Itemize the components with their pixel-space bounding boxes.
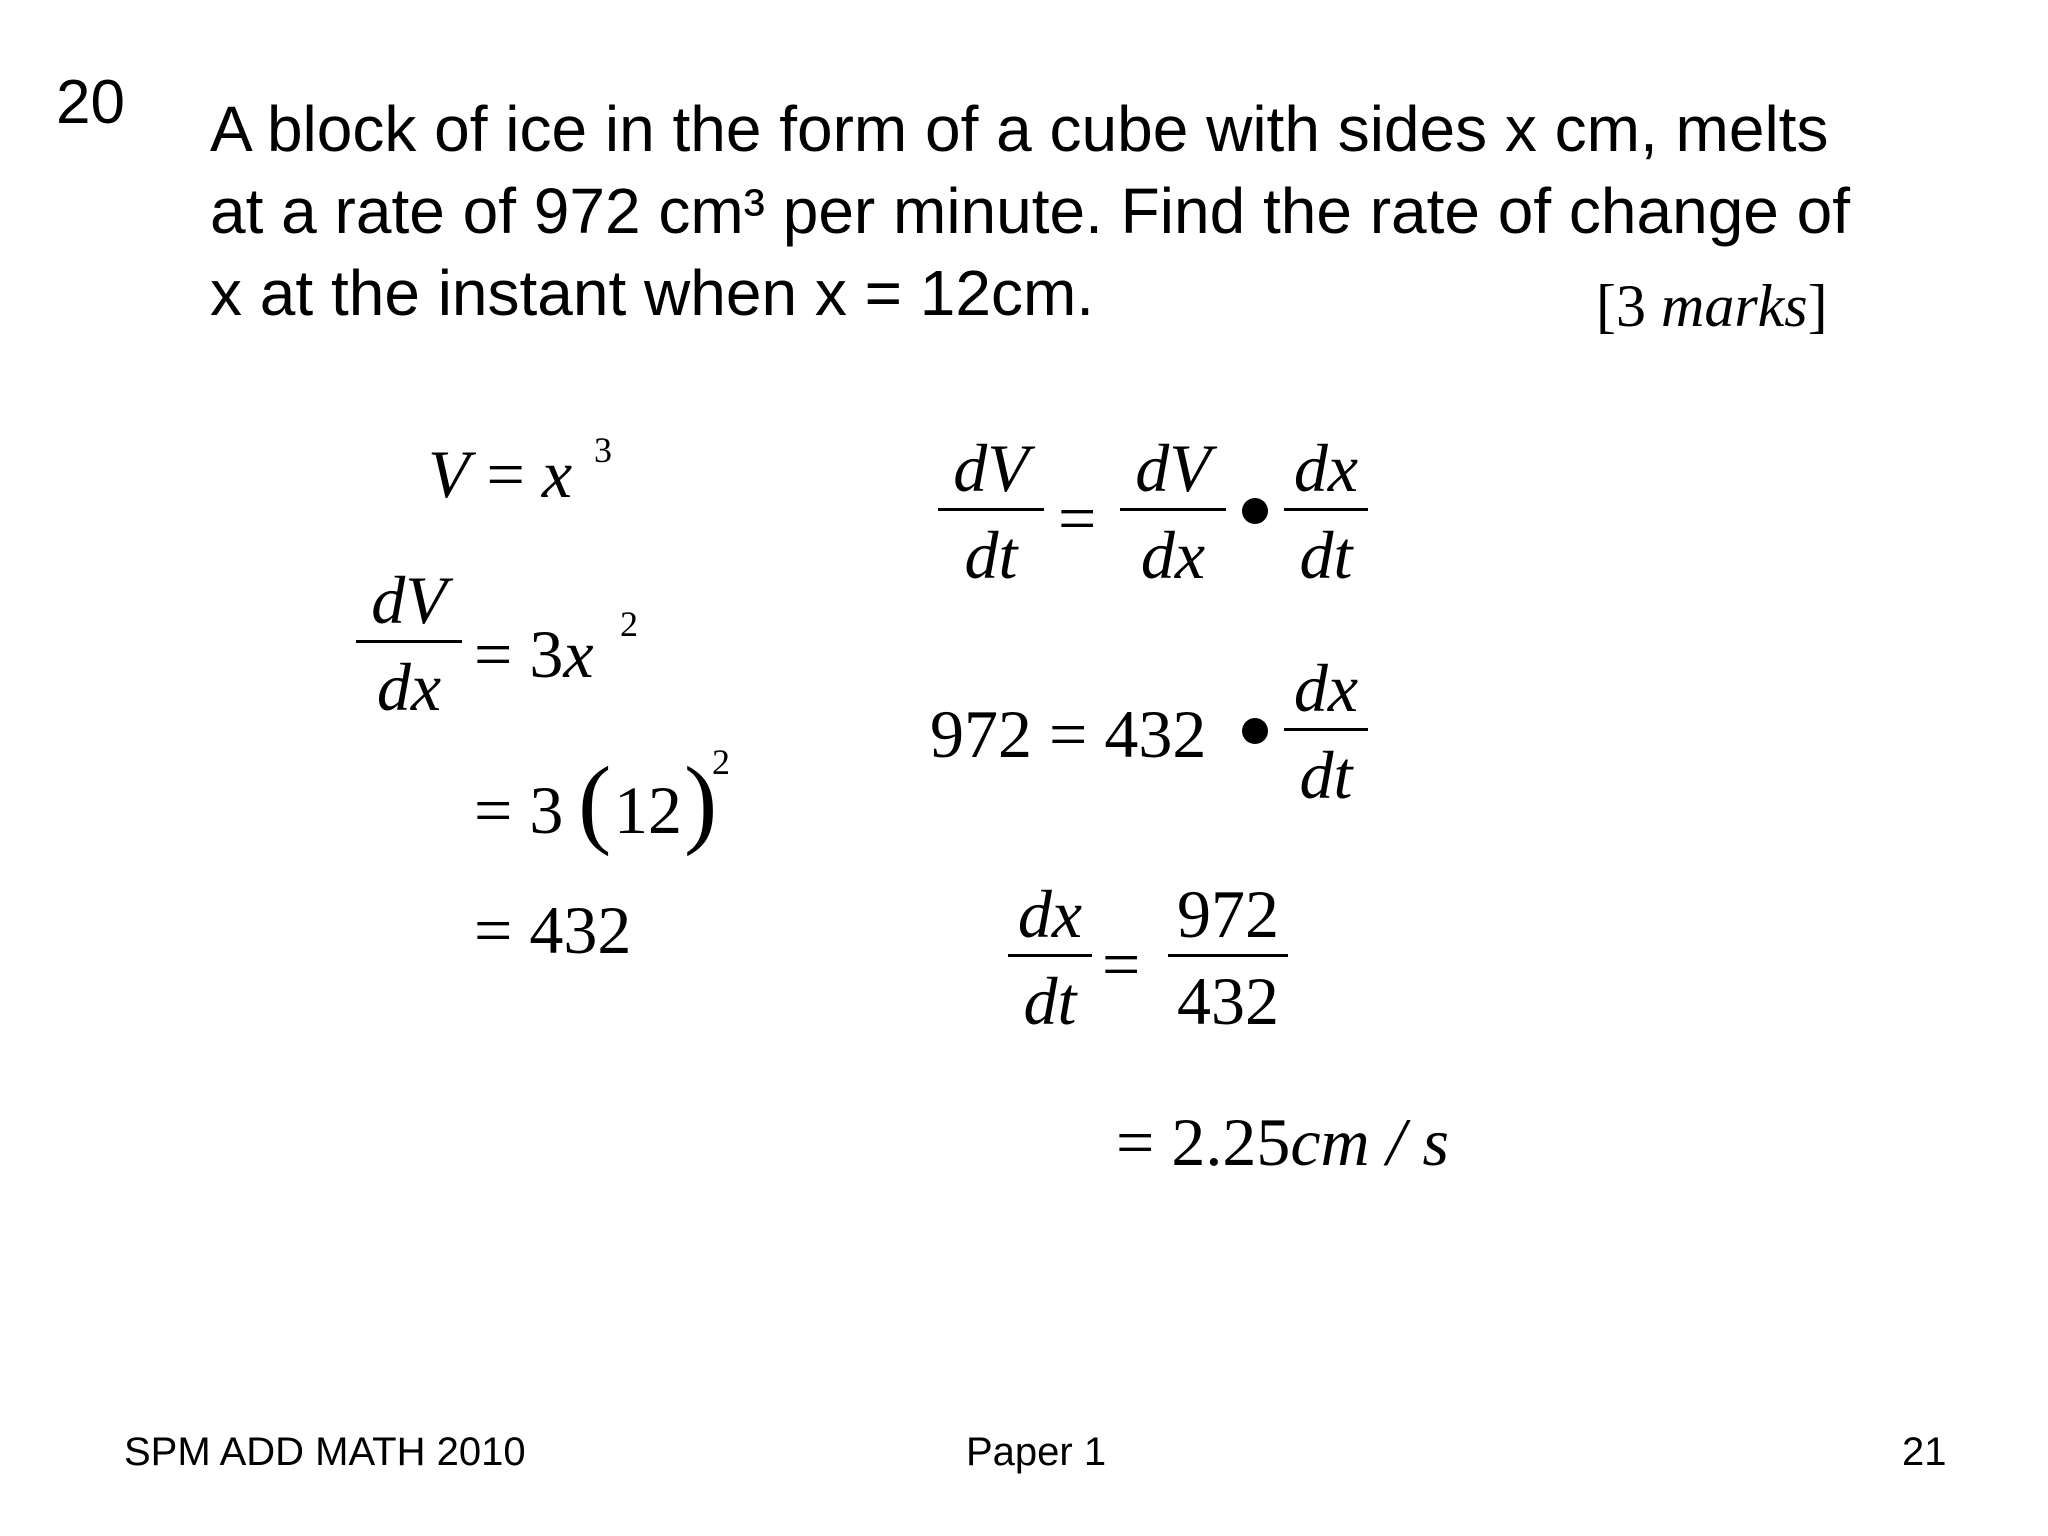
exponent-2: 2 [620,604,638,644]
question-line-3: x at the instant when x = 12cm. [210,257,1095,329]
question-number: 20 [56,68,125,137]
question-line-2: at a rate of 972 cm³ per minute. Find the rate of change of [210,175,1851,247]
substitution-prefix: = 3 [474,772,564,848]
fraction-numerator: 972 [1177,876,1279,952]
fraction-denominator: dt [1023,963,1077,1039]
left-eq-result: = 432 [474,892,632,968]
final-answer [1116,1104,1450,1180]
fraction-denominator: dx [376,649,442,725]
fraction-dx-dt-2 [1284,650,1368,813]
fraction-972-432 [1168,876,1288,1039]
fraction-denominator: dt [1299,737,1353,813]
multiplication-dot [1242,498,1268,524]
marks-label [1596,273,1828,339]
fraction-dv-dx [356,562,462,725]
footer-page-number: 21 [1902,1430,1947,1474]
open-paren: ( [578,746,612,857]
substitution-value: 12 [614,772,682,848]
equals-sign: = [1058,480,1097,556]
fraction-numerator: dx [1293,650,1359,726]
equals-sign: = [1102,926,1141,1002]
left-eq-derivative-rhs [474,616,594,692]
fraction-denominator: dt [964,517,1018,593]
rhs-coefficient: = 3 [474,616,564,692]
fraction-bar [1168,954,1288,957]
fraction-denominator: dt [1299,517,1353,593]
footer-title: SPM ADD MATH 2010 [124,1430,526,1474]
fraction-numerator: dV [1135,430,1211,506]
fraction-dv-dt [938,430,1044,593]
fraction-bar [1284,728,1368,731]
marks-open: [3 [1596,273,1661,339]
exponent-3: 3 [594,430,612,470]
fraction-numerator: dV [371,562,447,638]
equals-sign: = [486,436,525,512]
multiplication-dot [1242,718,1268,744]
fraction-bar [356,640,462,643]
exponent-2b: 2 [712,742,730,782]
base-variable: x [541,436,573,512]
left-eq-substitution [474,772,564,848]
rhs-variable: x [563,616,594,692]
left-eq-volume [428,436,573,512]
fraction-bar [1008,954,1092,957]
footer-paper: Paper 1 [966,1430,1107,1474]
marks-close: ] [1807,273,1828,339]
fraction-bar [1120,508,1226,511]
fraction-denominator: 432 [1177,963,1279,1039]
marks-word: marks [1660,273,1808,339]
fraction-numerator: dV [953,430,1029,506]
final-answer-unit: cm / s [1290,1104,1450,1180]
fraction-bar [1284,508,1368,511]
fraction-numerator: dx [1017,876,1083,952]
question-line-1: A block of ice in the form of a cube with sides x cm, melts [210,93,1829,165]
final-answer-value: = 2.25 [1116,1104,1291,1180]
fraction-dv-dx-right [1120,430,1226,593]
fraction-numerator: dx [1293,430,1359,506]
chain-rule-substituted: 972 = 432 [930,696,1207,772]
fraction-denominator: dx [1140,517,1206,593]
close-paren: ) [684,746,718,857]
fraction-bar [938,508,1044,511]
fraction-dx-dt [1284,430,1368,593]
fraction-dx-dt-3 [1008,876,1092,1039]
volume-symbol: V [428,436,470,512]
